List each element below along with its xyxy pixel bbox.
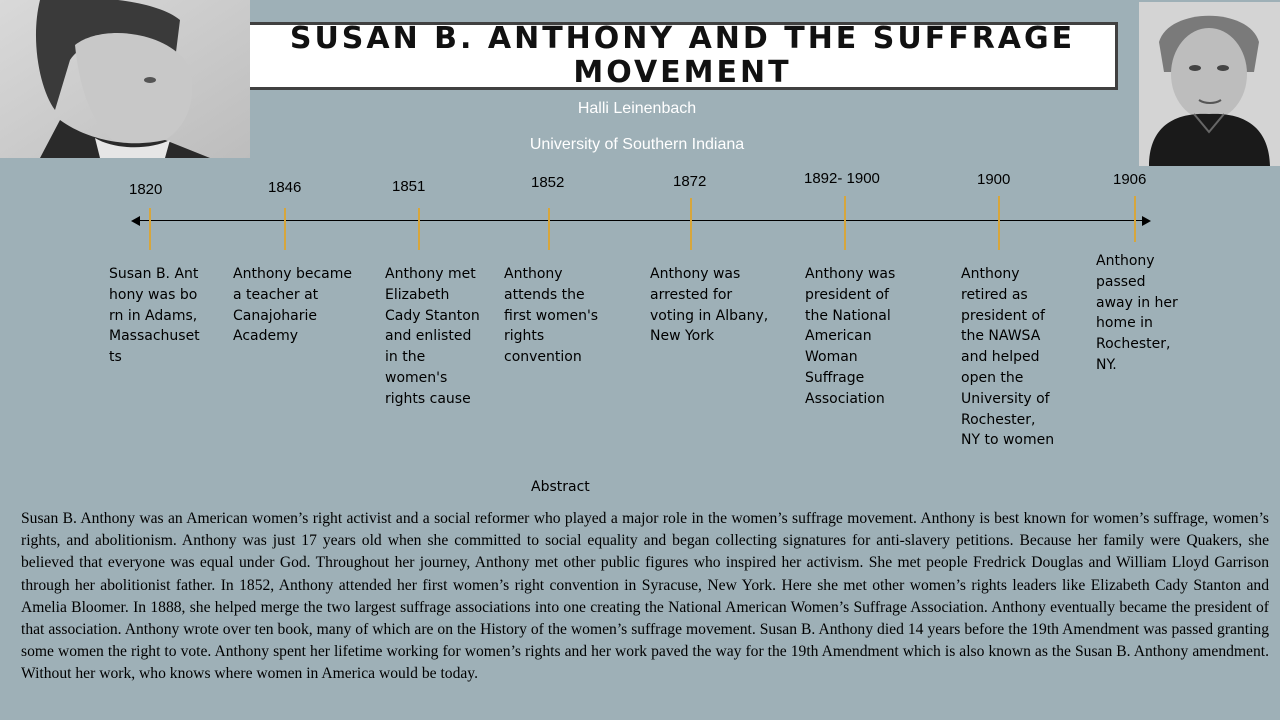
timeline-event: Anthony attends the first women's rights convention	[504, 266, 599, 366]
timeline-year: 1872	[673, 173, 707, 190]
abstract-heading: Abstract	[531, 479, 590, 495]
timeline-event: Anthony was arrested for voting in Albany, New York	[650, 266, 769, 345]
timeline-tick	[548, 208, 550, 250]
timeline-year: 1820	[129, 181, 163, 198]
timeline-event: Anthony was president of the National American Woman Suffrage Association	[805, 266, 896, 407]
timeline-arrow-left	[131, 216, 140, 226]
author-name: Halli Leinenbach	[577, 100, 697, 117]
timeline-tick	[998, 196, 1000, 250]
timeline-year: 1846	[268, 179, 302, 196]
timeline-tick	[284, 208, 286, 250]
timeline-arrow-right	[1142, 216, 1151, 226]
timeline-year: 1892- 1900	[804, 170, 880, 187]
timeline-tick	[844, 196, 846, 250]
title-banner	[250, 22, 1118, 90]
timeline-event: Anthony retired as president of the NAWSA and helped open the University of Rochester, NY to women	[961, 266, 1055, 449]
timeline-event: Anthony became a teacher at Canajoharie Academy	[233, 266, 353, 345]
timeline-tick	[1134, 196, 1136, 242]
timeline-year: 1852	[531, 174, 565, 191]
timeline-tick	[690, 198, 692, 250]
abstract-text: Susan B. Anthony was an American women’s right activist and a social reformer who played a major role in the women’s suffrage movement. Anthony is best known for women’s suffrage, women’s rights, and abolitionism. Anthony was just 17 years old when she committed to social equality and began collecting signatures for anti-slavery petitions. Because her family were Quakers, she believed that everyone was equal under God. Throughout her journey, Anthony met other public figures who inspired her activism. She met people Fredrick Douglas and William Lloyd Garrison through her abolitionist father. In 1852, Anthony attended her first women’s right convention in Syracuse, New York. Here she met other women’s rights leaders like Elizabeth Cady Stanton and Amelia Bloomer. In 1888, she helped merge the two largest suffrage associations into one creating the National American Women’s Suffrage Association. Anthony eventually became the president of that association. Anthony wrote over ten book, many of which are on the History of the women’s suffrage movement. Susan B. Anthony died 14 years before the 19th Amendment was passed granting some women the right to vote. Anthony spent her lifetime working for women’s rights and her work paved the way for the 19th Amendment which is also known as the Susan B. Anthony amendment. Without her work, who knows where women in America would be today.	[21, 510, 1269, 683]
timeline-tick	[149, 208, 151, 250]
affiliation: University of Southern Indiana	[529, 136, 745, 153]
timeline-event: Anthony passed away in her home in Rochester, NY.	[1096, 253, 1178, 373]
timeline-event: Anthony met Elizabeth Cady Stanton and enlisted in the women's rights cause	[385, 266, 480, 407]
page-title: SUSAN B. ANTHONY AND THE SUFFRAGE MOVEMENT	[289, 21, 1076, 90]
timeline-tick	[418, 208, 420, 250]
timeline-year: 1906	[1113, 171, 1147, 188]
timeline-year: 1900	[977, 171, 1011, 188]
timeline-year: 1851	[392, 178, 426, 195]
portrait-young-anthony	[0, 0, 250, 158]
timeline-event: Susan B. Anthony was born in Adams, Massachusetts	[109, 266, 200, 366]
timeline-axis	[137, 220, 1143, 221]
